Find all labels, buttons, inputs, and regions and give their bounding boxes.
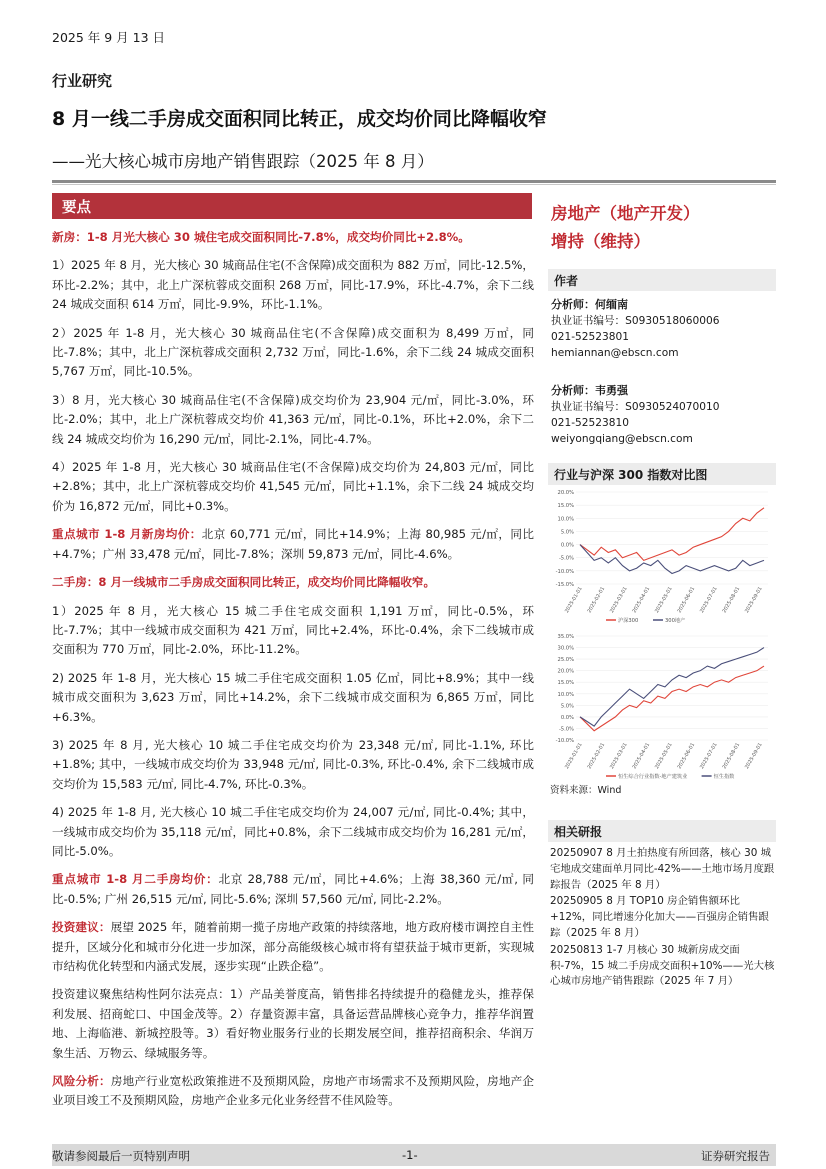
y-tick-label: -10.0%	[555, 738, 574, 744]
y-tick-label: 25.0%	[557, 657, 574, 664]
paragraph: 2）2025 年 1-8 月，光大核心 30 城商品住宅(不含保障)成交面积为 8,499 万㎡，同比-7.8%；其中，北上广深杭蓉成交面积 2,732 万㎡，同比-1.6%，余下二线 24 城成交面积 5,767 万㎡，同比-10.5%。	[52, 325, 534, 379]
x-tick-label: 2025-06-01	[676, 586, 697, 615]
y-tick-label: -10.0%	[555, 568, 574, 575]
related-report-item[interactable]: 20250907 8 月土拍热度有所回落，核心 30 城宅地成交建面单月同比-42%——土地市场月度跟踪报告（2025 年 8 月）	[550, 847, 775, 891]
chart-area	[548, 486, 776, 784]
paragraph: 1）2025 年 8 月，光大核心 15 城二手住宅成交面积 1,191 万㎡，同比-0.5%，环比-7.7%；其中一线城市成交面积为 421 万㎡，同比+2.4%，环比-0.4%，余下二线城市成交面积为 770 万㎡，同比-2.0%，环比-11.2%。	[52, 603, 534, 657]
key-city-new	[52, 525, 534, 564]
y-tick-label: 15.0%	[557, 680, 574, 687]
legend-label: 300地产	[665, 618, 686, 624]
key-city-second-label: 重点城市 1-8 月二手房均价：	[52, 872, 219, 887]
invest-label: 投资建议：	[52, 920, 111, 935]
legend-label: 沪深300	[618, 618, 639, 624]
paragraph: 投资建议聚焦结构性阿尔法亮点：1）产品美誉度高，销售排名持续提升的稳健龙头，推荐保利发展、招商蛇口、中国金茂等。2）存量资源丰富，具备运营品牌核心竞争力，推荐华润置地、上海临港、新城控股等。3）看好物业服务行业的长期发展空间，推荐招商积余、华润万象生活、万物云、绿城服务等。	[52, 987, 534, 1060]
x-tick-label: 2025-04-01	[631, 742, 652, 771]
key-city-new-text: 北京 60,771 元/㎡，同比+14.9%；上海 80,985 元/㎡，同比+4.7%；广州 33,478 元/㎡，同比-7.8%；深圳 59,873 元/㎡，同比-4.6%。	[52, 527, 534, 561]
paragraph: 1）2025 年 8 月，光大核心 30 城商品住宅(不含保障)成交面积为 882 万㎡，同比-12.5%，环比-2.2%；其中，北上广深杭蓉成交面积 268 万㎡，同比-17.9%，环比-4.7%，余下二线 24 城成交面积 614 万㎡，同比-9.9%，环比-1.1%。	[52, 258, 534, 312]
report-date: 2025 年 9 月 13 日	[52, 30, 166, 45]
y-tick-label: 5.0%	[560, 703, 574, 710]
x-tick-label: 2025-05-01	[654, 586, 674, 615]
x-tick-label: 2025-04-01	[631, 586, 652, 615]
risk-analysis	[52, 1072, 534, 1111]
paragraph: 4）2025 年 1-8 月，光大核心 30 城商品住宅(不含保障)成交均价为 24,803 元/㎡，同比+2.8%；其中，北上广深杭蓉成交均价 41,545 元/㎡，同比+1.1%，余下二线 24 城成交均价为 16,872 元/㎡，同比+0.3%。	[52, 460, 534, 513]
chart-hs300-vs-realestate	[548, 486, 776, 626]
footer	[52, 1144, 776, 1166]
y-tick-label: -5.0%	[558, 555, 574, 562]
x-tick-label: 2025-06-01	[676, 742, 697, 771]
y-tick-label: 35.0%	[557, 634, 574, 640]
page-title: 8 月一线二手房成交面积同比转正，成交均价同比降幅收窄	[52, 108, 547, 130]
x-tick-label: 2025-09-01	[744, 586, 764, 615]
x-tick-label: 2025-07-01	[699, 586, 719, 615]
related-list	[548, 846, 776, 990]
y-tick-label: 0.0%	[560, 542, 574, 549]
x-tick-label: 2025-09-01	[744, 742, 764, 771]
chart-heading: 行业与沪深 300 指数对比图	[548, 463, 776, 485]
analyst-2	[548, 383, 776, 447]
paragraph: 2) 2025 年 1-8 月，光大核心 15 城二手住宅成交面积 1.05 亿㎡，同比+8.9%；其中一线城市成交面积为 3,623 万㎡，同比+14.2%，余下二线城市成交面积为 6,865 万㎡，同比+6.3%。	[52, 670, 534, 724]
new-home-heading: 新房：1-8 月光大核心 30 城住宅成交面积同比-7.8%，成交均价同比+2.8%。	[52, 230, 470, 244]
analyst-name: 分析师：韦勇强	[551, 384, 628, 397]
legend-label: 恒生综合行业指数-地产建筑业	[618, 774, 688, 780]
risk-label: 风险分析：	[52, 1074, 111, 1089]
author-heading: 作者	[548, 269, 776, 291]
risk-text: 房地产行业宽松政策推进不及预期风险，房地产市场需求不及预期风险，房地产企业项目竣工不及预期风险，房地产企业多元化业务经营不佳风险等。	[52, 1074, 534, 1108]
x-tick-label: 2025-05-01	[654, 742, 674, 771]
y-tick-label: 20.0%	[557, 490, 574, 496]
phone: 021-52523810	[551, 417, 629, 429]
y-tick-label: 5.0%	[560, 529, 574, 536]
chart-section	[548, 463, 776, 485]
related-reports	[548, 820, 776, 991]
email-link[interactable]: weiyongqiang@ebscn.com	[551, 433, 693, 445]
cert-number: 执业证书编号：S0930518060006	[551, 315, 720, 327]
second-hand-heading: 二手房：8 月一线城市二手房成交面积同比转正，成交均价同比降幅收窄。	[52, 575, 436, 590]
investment-advice	[52, 918, 534, 976]
key-city-second-text: 北京 28,788 元/㎡，同比+4.6%；上海 38,360 元/㎡, 同比-0.5%; 广州 26,515 元/㎡, 同比-5.6%; 深圳 57,560 元/㎡, 同比-2.2%。	[52, 872, 534, 906]
series-line	[580, 545, 764, 574]
x-tick-label: 2025-08-01	[721, 742, 742, 771]
chart-source: 资料来源：Wind	[550, 785, 622, 796]
y-tick-label: 15.0%	[557, 503, 574, 510]
x-tick-label: 2025-08-01	[721, 586, 742, 615]
page-number: -1-	[402, 1148, 418, 1162]
related-report-item[interactable]: 20250905 8 月 TOP10 房企销售额环比+12%，同比增速分化加大——百强房企销售跟踪（2025 年 8 月）	[550, 895, 769, 939]
divider	[52, 180, 776, 183]
key-points-label: 要点	[62, 200, 91, 216]
y-tick-label: 10.0%	[557, 516, 574, 523]
invest-text: 展望 2025 年，随着前期一揽子房地产政策的持续落地，地方政府楼市调控自主性提升，区域分化和城市分化进一步加深，部分高能级核心城市将有望获益于城市更新，实现城市结构优化转型和内涵式发展，逐步实现“止跌企稳”。	[52, 920, 534, 973]
y-tick-label: 10.0%	[557, 691, 574, 698]
rating-label: 增持（维持）	[551, 232, 650, 251]
x-tick-label: 2025-03-01	[609, 742, 629, 771]
page-subtitle: ——光大核心城市房地产销售跟踪（2025 年 8 月）	[52, 152, 434, 171]
y-tick-label: 0.0%	[560, 714, 574, 721]
footer-disclaimer[interactable]: 敬请参阅最后一页特别声明	[52, 1149, 190, 1163]
analyst-1	[548, 297, 776, 361]
series-line	[580, 666, 764, 731]
y-tick-label: 30.0%	[557, 645, 574, 652]
legend-label: 恒生指数	[713, 774, 735, 780]
y-tick-label: -15.0%	[555, 582, 574, 588]
chart-hk-realestate	[548, 630, 776, 780]
author-section	[548, 269, 776, 447]
key-points-bar	[52, 193, 532, 219]
key-city-second	[52, 870, 534, 909]
paragraph: 3) 2025 年 8 月, 光大核心 10 城二手住宅成交均价为 23,348 元/㎡, 同比-1.1%, 环比+1.8%; 其中，一线城市成交均价为 33,948 元/㎡, 同比-0.3%, 环比-0.4%, 余下二线城市成交均价为 15,583 元/㎡, 同比-4.7%, 环比-0.3%。	[52, 737, 534, 791]
footer-report-type: 证券研究报告	[701, 1149, 770, 1163]
main-content	[52, 228, 534, 1120]
x-tick-label: 2025-02-01	[586, 742, 607, 771]
key-city-new-label: 重点城市 1-8 月新房均价：	[52, 527, 202, 542]
email-link[interactable]: hemiannan@ebscn.com	[551, 347, 679, 359]
analyst-name: 分析师：何缅南	[551, 298, 628, 311]
divider	[52, 184, 776, 185]
cert-number: 执业证书编号：S0930524070010	[551, 401, 720, 413]
x-tick-label: 2025-01-01	[564, 742, 584, 771]
x-tick-label: 2025-07-01	[699, 742, 719, 771]
paragraph: 3）8 月，光大核心 30 城商品住宅(不含保障)成交均价为 23,904 元/㎡，同比-3.0%，环比-2.0%；其中，北上广深杭蓉成交均价 41,363 元/㎡，同比-0.1%，环比+2.0%，余下二线 24 城成交均价为 16,290 元/㎡，同比-2.1%，同比-4.7%。	[52, 392, 534, 446]
related-report-item[interactable]: 20250813 1-7 月核心 30 城新房成交面积-7%，15 城二手房成交面积+10%——光大核心城市房地产销售跟踪（2025 年 7 月）	[550, 943, 775, 988]
y-tick-label: 20.0%	[557, 668, 574, 675]
paragraph: 4) 2025 年 1-8 月, 光大核心 10 城二手住宅成交均价为 24,007 元/㎡, 同比-0.4%; 其中，一线城市成交均价为 35,118 元/㎡，同比+0.8%，余下二线城市成交均价为 16,281 元/㎡，同比-5.0%。	[52, 805, 534, 858]
phone: 021-52523801	[551, 331, 629, 343]
report-category: 行业研究	[52, 72, 113, 90]
x-tick-label: 2025-01-01	[564, 586, 584, 615]
y-tick-label: -5.0%	[558, 726, 574, 733]
related-heading: 相关研报	[548, 820, 776, 842]
series-line	[580, 508, 764, 561]
x-tick-label: 2025-02-01	[586, 586, 607, 615]
x-tick-label: 2025-03-01	[609, 586, 629, 615]
sector-label: 房地产（地产开发）	[551, 204, 700, 223]
rating-block	[551, 200, 700, 256]
